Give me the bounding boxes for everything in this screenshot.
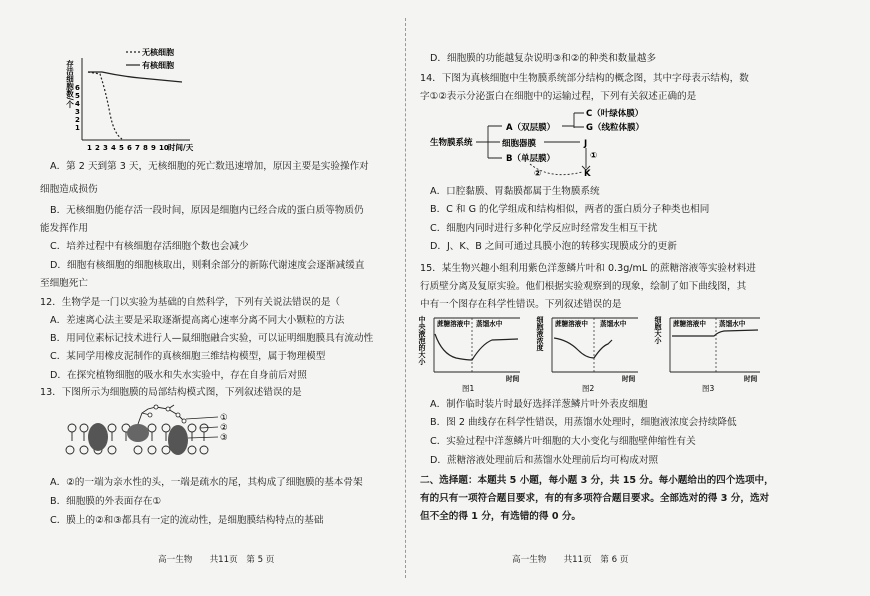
legend-a-label: 无核细胞 [142, 48, 174, 57]
graph2-water: 蒸馏水中 [600, 320, 627, 328]
q11-option-d-line1: D．细胞有核细胞的细胞核取出，则剩余部分的新陈代谢速度会逐渐减缓直 [50, 260, 365, 271]
graph3-x: 时间 [744, 375, 758, 383]
y-tick: 5 [75, 92, 80, 100]
x-tick: 5 [119, 144, 124, 152]
y-tick: 6 [75, 84, 80, 92]
y-tick: 2 [75, 116, 80, 124]
graph2-x: 时间 [622, 375, 636, 383]
q14-option-d: D．J、K、B 之间可通过具膜小泡的转移实现膜成分的更新 [430, 241, 677, 252]
diagram-n2: ② [534, 169, 542, 179]
label-1: ① [220, 413, 228, 423]
graph3-curve [672, 330, 758, 336]
q11-option-d-line2: 至细胞死亡 [40, 278, 88, 289]
anucleate-curve [88, 72, 122, 139]
q15-option-d: D．蔗糖溶液处理前后和蒸馏水处理前后均可构成对照 [430, 455, 659, 466]
graph-2 [538, 314, 648, 394]
right-page [420, 0, 820, 596]
section2-line3: 但不全的得 1 分，有选错的得 0 分。 [420, 511, 582, 522]
label-3: ③ [220, 433, 228, 443]
y-tick: 4 [75, 100, 80, 108]
graph1-ylabel: 中央液泡的大小 [418, 316, 426, 365]
x-tick: 8 [143, 144, 148, 152]
diagram-root: 生物膜系统 [430, 138, 473, 148]
q14-option-a: A．口腔黏膜、胃黏膜都属于生物膜系统 [430, 186, 600, 197]
q15-option-a: A．制作临时装片时最好选择洋葱鳞片叶外表皮细胞 [430, 399, 648, 410]
q11-option-b-line1: B．无核细胞仍能存活一段时间，原因是细胞内已经合成的蛋白质等物质仍 [50, 205, 364, 216]
graph3-water: 蒸馏水中 [719, 320, 746, 328]
left-page [40, 0, 400, 596]
graph3-sucrose: 蔗糖溶液中 [673, 320, 706, 328]
x-tick: 6 [127, 144, 132, 152]
graph1-x: 时间 [506, 375, 520, 383]
x-tick: 2 [95, 144, 100, 152]
y-ticks [75, 84, 80, 132]
q14-stem-line2: 字①②表示分泌蛋白在细胞中的运输过程，下列有关叙述正确的是 [420, 91, 697, 102]
graph3-ylabel: 细胞大小 [654, 316, 662, 344]
graph2-caption: 图2 [582, 384, 595, 393]
section2-line2: 有的只有一项符合题目要求，有的有多项符合题目要求。全部选对的得 3 分，选对 [420, 493, 770, 504]
graph1-water: 蒸馏水中 [476, 320, 503, 328]
q15-option-b: B．图 2 曲线存在科学性错误，用蒸馏水处理时，细胞液浓度会持续降低 [430, 417, 737, 428]
graph3-caption: 图3 [702, 384, 715, 393]
q12-option-a: A．差速离心法主要是采取逐渐提高离心速率分离不同大小颗粒的方法 [50, 315, 345, 326]
q15-stem-line1: 15．某生物兴趣小组利用紫色洋葱鳞片叶和 0.3g/mL 的蔗糖溶液等实验材料进 [420, 263, 756, 274]
q12-option-b: B．用同位素标记技术进行人—鼠细胞融合实验，可以证明细胞膜具有流动性 [50, 333, 374, 344]
q15-stem-line2: 行质壁分离及复原实验。他们根据实验观察到的现象，绘制了如下曲线图，其 [420, 281, 747, 292]
q11-option-a-line2: 细胞造成损伤 [40, 184, 98, 195]
graph2-ylabel: 细胞液浓度 [536, 316, 544, 351]
x-tick: 9 [151, 144, 156, 152]
left-footer: 高一生物 共11页 第 5 页 [158, 555, 275, 565]
x-ticks [87, 144, 169, 152]
protein-2 [127, 424, 149, 442]
chart-ylabel: 存活细胞数/个 [65, 60, 75, 108]
q13-option-d: D．细胞膜的功能越复杂说明③和②的种类和数量越多 [430, 53, 657, 64]
diagram-b: B（单层膜） [506, 154, 555, 164]
q13-option-a: A．②的一端为亲水性的头，一端是疏水的尾，其构成了细胞膜的基本骨架 [50, 477, 363, 488]
protein-3 [168, 425, 188, 455]
q14-stem-line1: 14．下图为真核细胞中生物膜系统部分结构的概念图，其中字母表示结构，数 [420, 73, 749, 84]
graph2-curve [554, 338, 612, 358]
diagram-k: K [584, 169, 591, 179]
diagram-n1: ① [590, 151, 598, 161]
membrane-diagram [50, 405, 250, 470]
q12-stem: 12．生物学是一门以实验为基础的自然科学，下列有关说法错误的是（ [40, 297, 341, 308]
diagram-a: A（双层膜） [506, 123, 556, 133]
q11-option-b-line2: 能发挥作用 [40, 223, 88, 234]
section2-line1: 二、选择题：本题共 5 小题，每小题 3 分，共 15 分。每小题给出的四个选项中， [420, 475, 774, 486]
q13-option-c: C．膜上的②和③都具有一定的流动性，是细胞膜结构特点的基础 [50, 515, 324, 526]
graph1-curve [435, 334, 518, 360]
diagram-g: G（线粒体膜） [586, 123, 644, 133]
q11-option-a-line1: A．第 2 天到第 3 天，无核细胞的死亡数迅速增加，原因主要是实验操作对 [50, 161, 369, 172]
q12-option-c: C．某同学用橡皮泥制作的真核细胞三维结构模型，属于物理模型 [50, 351, 326, 362]
protein-1 [88, 423, 108, 451]
right-footer: 高一生物 共11页 第 6 页 [512, 555, 629, 565]
page-divider [405, 18, 406, 578]
y-tick: 3 [75, 108, 80, 116]
y-tick: 1 [75, 124, 80, 132]
graph2-sucrose: 蔗糖溶液中 [555, 320, 588, 328]
legend-b-label: 有核细胞 [142, 61, 174, 70]
q12-option-d: D．在探究植物细胞的吸水和失水实验中，存在自身前后对照 [50, 370, 307, 381]
diagram-j: J [584, 139, 588, 149]
graph1-sucrose: 蔗糖溶液中 [437, 320, 470, 328]
graph-1 [420, 314, 530, 394]
x-tick: 1 [87, 144, 92, 152]
q13-stem: 13．下图所示为细胞膜的局部结构模式图，下列叙述错误的是 [40, 387, 302, 398]
x-tick: 7 [135, 144, 140, 152]
x-tick: 4 [111, 144, 116, 152]
graph-3 [656, 314, 768, 394]
survival-chart [40, 40, 230, 155]
membrane-system-diagram [430, 104, 690, 182]
q15-option-c: C．实验过程中洋葱鳞片叶细胞的大小变化与细胞壁伸缩性有关 [430, 436, 696, 447]
q13-option-b: B．细胞膜的外表面存在① [50, 496, 162, 507]
diagram-c: C（叶绿体膜） [586, 109, 644, 119]
chart-xlabel: 时间/天 [168, 143, 194, 152]
nucleated-curve [88, 72, 182, 82]
q14-option-c: C．细胞内同时进行多种化学反应时经常发生相互干扰 [430, 223, 658, 234]
label-2: ② [220, 423, 228, 433]
q11-option-c: C．培养过程中有核细胞存活细胞个数也会减少 [50, 241, 249, 252]
diagram-mid: 细胞器膜 [502, 139, 537, 149]
q14-option-b: B．C 和 G 的化学组成和结构相似，两者的蛋白质分子种类也相同 [430, 204, 710, 215]
x-tick: 10 [159, 144, 169, 152]
graph1-caption: 图1 [462, 384, 475, 393]
x-tick: 3 [103, 144, 108, 152]
q15-stem-line3: 中有一个图存在科学性错误。下列叙述错误的是 [420, 299, 622, 310]
